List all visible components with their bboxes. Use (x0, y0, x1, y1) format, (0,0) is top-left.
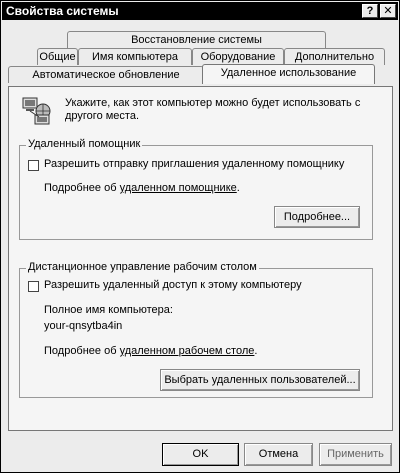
network-computers-icon (21, 95, 55, 127)
tab-label: Удаленное использование (220, 67, 357, 79)
tab-general[interactable] (37, 48, 78, 65)
computer-fullname-label: Полное имя компьютера: (44, 304, 173, 316)
window-title: Свойства системы (6, 4, 119, 18)
more-suffix: . (236, 182, 240, 194)
tab-hardware[interactable] (192, 48, 284, 65)
close-icon: ✕ (383, 5, 393, 17)
remote-desktop-checkbox-label[interactable] (44, 279, 302, 291)
intro-text: Укажите, как этот компьютер можно будет использовать с другого места. (65, 97, 361, 122)
tab-label: Дополнительно (294, 51, 375, 63)
apply-button[interactable] (319, 443, 392, 466)
tab-automatic-updates[interactable] (8, 66, 204, 83)
remote-assistance-checkbox[interactable] (28, 160, 39, 171)
remote-assistance-legend: Удаленный помощник (28, 138, 141, 150)
advanced-button-label: Подробнее... (283, 211, 351, 223)
tab-advanced[interactable] (284, 48, 385, 65)
more-prefix: Подробнее об (44, 345, 120, 357)
tab-system-restore[interactable] (67, 31, 326, 48)
cancel-label: Отмена (258, 448, 299, 460)
remote-desktop-legend: Дистанционное управление рабочим столом (28, 261, 257, 273)
tab-label: Общие (39, 51, 76, 63)
remote-desktop-checkbox[interactable] (28, 281, 39, 292)
more-prefix: Подробнее об (44, 182, 120, 194)
computer-name-value: your-qnsytba4in (44, 320, 123, 332)
remote-assistance-more (44, 182, 240, 194)
remote-assistance-link[interactable]: удаленном помощнике (119, 182, 237, 194)
select-remote-users-button[interactable] (160, 369, 360, 391)
select-users-label: Выбрать удаленных пользователей... (164, 374, 356, 386)
tab-label: Восстановление системы (131, 34, 262, 46)
tab-label: Автоматическое обновление (32, 69, 180, 81)
remote-desktop-link[interactable]: удаленном рабочем столе (119, 345, 255, 357)
cancel-button[interactable] (244, 443, 313, 466)
remote-desktop-group (19, 261, 373, 398)
checkbox-label-text: Разрешить удаленный доступ к этому компьютеру (44, 279, 302, 291)
remote-assistance-group (19, 138, 373, 240)
remote-assistance-checkbox-label[interactable] (44, 158, 344, 170)
question-icon: ? (366, 5, 374, 17)
close-button[interactable] (380, 4, 396, 18)
title-bar[interactable] (2, 2, 398, 20)
remote-desktop-more (44, 345, 257, 357)
ok-label: OK (192, 448, 209, 460)
remote-tab-panel (8, 86, 393, 431)
tab-label: Оборудование (200, 51, 276, 63)
advanced-button[interactable] (274, 206, 360, 228)
tab-remote[interactable] (202, 64, 375, 84)
checkbox-label-text: Разрешить отправку приглашения удаленному помощнику (44, 158, 345, 170)
more-suffix: . (254, 345, 258, 357)
help-button[interactable] (362, 4, 378, 18)
tab-computer-name[interactable] (78, 48, 192, 65)
ok-button[interactable] (162, 443, 239, 466)
tab-label: Имя компьютера (91, 51, 179, 63)
apply-label: Применить (327, 448, 384, 460)
